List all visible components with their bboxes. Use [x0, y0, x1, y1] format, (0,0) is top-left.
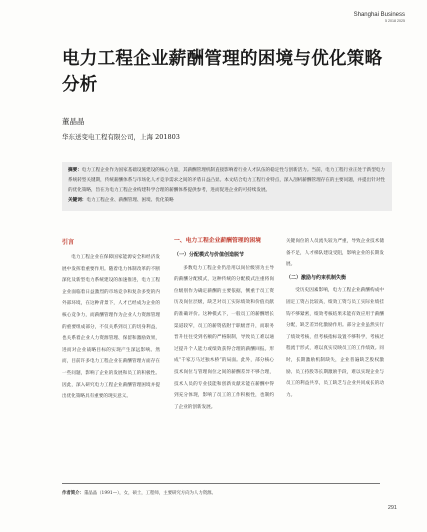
- column-1: [62, 236, 160, 403]
- footnote-text: 董晶晶（1991—），女，硕士，工程师，主要研究方向为人力资源。: [83, 491, 216, 496]
- continued-paragraph: 关键岗位的人员流失较为严重，导致企业技术储备不足，人才梯队建设受阻，影响企业的长期发展。: [286, 239, 384, 268]
- article-title: 电力工程企业薪酬管理的困境与优化策略分析: [62, 49, 383, 95]
- abstract-label: 摘要：: [68, 168, 82, 173]
- abstract-paragraph: [68, 166, 386, 196]
- subsection-1-heading: （一）分配模式与价值创造脱节: [174, 252, 245, 258]
- page-number: 291: [387, 505, 397, 511]
- keywords-text: 电力工程企业、薪酬管理、困境、优化策略: [86, 198, 174, 203]
- section-1-paragraph: 多数电力工程企业仍沿用以岗位级别为主导的薪酬分配模式，这种传统的分配模式注重将岗位级别作为确定薪酬的主要依据，侧重于员工资历及岗位层级，缺乏对员工实际绩效和价值贡献的准确评价。这种模式下，一般员工的薪酬增长渠道较窄，员工的薪资依附于职级晋升，而职务晋升往往受到名额的严格限制，导致员工难以通过提升个人能力或绩效获得合理的薪酬回报。形成“千家万马过独木桥”的局面。此外，部分核心技术岗位与管理岗位之间的薪酬差异不够合理，技术人员的专业技能和创新贡献未能在薪酬中得到充分体现，影响了员工的工作积极性，也制约了企业的创新发展。: [174, 265, 274, 410]
- abstract-box: [62, 162, 392, 211]
- subsection-2-paragraph: 受历史因素影响，电力工程企业薪酬构成中固定工资占比较高，绩效工资与员工实际业绩挂钩不够紧密，绩效考核结果未能有效应用于薪酬分配，缺乏差异化激励作用。部分企业虽然实行了绩效考核，但考核指标设置不够科学，考核过程流于形式，难以真实反映员工的工作绩效。同时，长期激励机制缺失，企业普遍缺乏股权激励、员工持股等长期激励手段，难以实现企业与员工的利益共享，员工缺乏与企业共同成长的动力。: [286, 288, 384, 398]
- footnote-divider: [62, 483, 380, 484]
- intro-heading: 引言: [62, 239, 75, 246]
- keywords-label: 关键词：: [68, 198, 87, 203]
- author-name: 董晶晶: [62, 117, 85, 126]
- column-2: [174, 236, 274, 413]
- intro-paragraph: 电力工程企业在保障国家能源安全和经济发展中发挥着重要作用。随着电力体制改革的不断深化及新型电力系统建设的加速推进，电力工程企业面临着日益激烈的市场竞争和复杂多变的内外部环境，在这种背景下，人才已经成为企业的核心竞争力，而薪酬管理作为企业人力资源管理的重要组成部分，不仅关系到员工的切身利益，也关系着企业人力资源管理、保留和激励效果，进而对企业战略目标的实现产生深远影响。然而，目前许多电力工程企业在薪酬管理方面存在一些问题，影响了企业的发展和员工的积极性。因此，深入研究电力工程企业薪酬管理困境并提出优化策略具有重要的现实意义。: [62, 255, 160, 400]
- footnote-label: 作者简介：: [62, 491, 84, 496]
- journal-name: Shanghai Business: [353, 12, 405, 18]
- section-1-heading: 一、电力工程企业薪酬管理的困境: [174, 238, 261, 244]
- keywords-line: [68, 196, 386, 206]
- issue-info: 5 2018 2025: [385, 19, 405, 23]
- subsection-2-heading: （二）激励与约束机制失衡: [286, 274, 347, 281]
- author-affiliation: 华东送变电工程有限公司，上海 201803: [62, 133, 180, 141]
- author-bio-footnote: [62, 490, 216, 496]
- abstract-text: 电力工程企业作为国家基础设施建设的核心力量，其薪酬管理机制直接影响着行业人才队伍的稳定性与创新活力。当前，电力工程行业正处于新型电力系统转型关键期，传统薪酬体系与市场化人才竞争需求之间的矛盾日益凸显。本文结合电力工程行业特点，深入剖析薪酬管理存在的主要问题，并提出针对性的优化策略，旨在为电力工程企业构建科学合理的薪酬体系提供参考，进而促进企业的可持续发展。: [68, 168, 385, 193]
- column-3: [286, 236, 384, 401]
